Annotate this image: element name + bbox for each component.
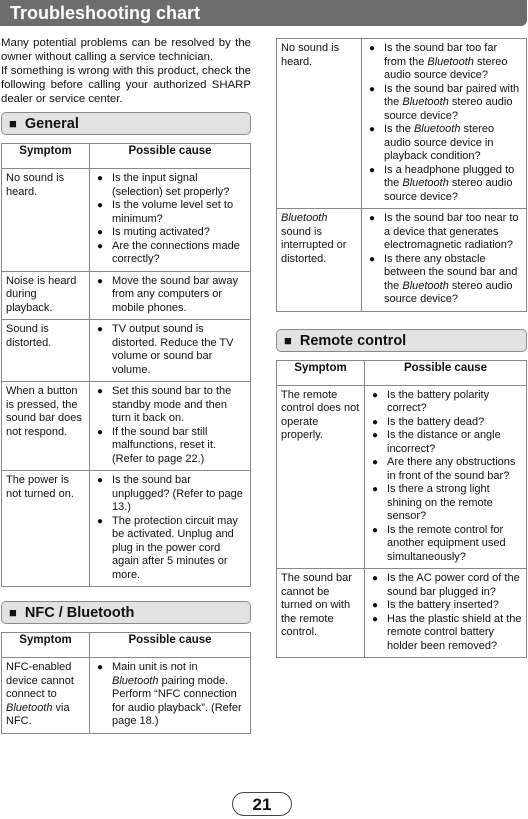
cause-item: ● Is the sound bar too near to a device that generates electromagnetic radiation?: [366, 212, 522, 253]
symptom-cell: Bluetooth sound is interrupted or distorted.: [277, 209, 362, 312]
cause-item: ● Is the distance or angle incorrect?: [369, 429, 522, 456]
cause-item: ● Move the sound bar away from any computers or mobile phones.: [94, 275, 246, 316]
section-title: General: [24, 116, 79, 132]
cause-item: ● Is there any obstacle between the sound bar and the Bluetooth stereo audio source device?: [366, 253, 522, 307]
section-title: NFC / Bluetooth: [24, 605, 135, 621]
cause-header: Possible cause: [365, 360, 527, 385]
cause-item: ● TV output sound is distorted. Reduce the TV volume or sound bar volume.: [94, 323, 246, 377]
cause-item: ● Is the sound bar paired with the Bluetooth stereo audio source device?: [366, 83, 522, 124]
page-title: Troubleshooting chart: [0, 0, 527, 26]
symptom-cell: When a button is pressed, the sound bar does not respond.: [2, 382, 90, 471]
table-row: [2, 320, 251, 382]
symptom-cell: Sound is distorted.: [2, 320, 90, 382]
general-table: [1, 143, 251, 587]
cause-item: ● Are the connections made correctly?: [94, 240, 246, 267]
left-column: [1, 36, 251, 734]
cause-list: [366, 42, 522, 204]
cause-list: [366, 212, 522, 307]
symptom-cell: The power is not turned on.: [2, 471, 90, 587]
cause-cell: [365, 385, 527, 569]
cause-item: ● Is muting activated?: [94, 226, 246, 240]
symptom-cell: The remote control does not operate properly.: [277, 385, 365, 569]
table-row: [2, 471, 251, 587]
symptom-cell: No sound is heard.: [277, 39, 362, 209]
section-title: Remote control: [299, 332, 407, 349]
cause-item: ● Is the sound bar too far from the Bluetooth stereo audio source device?: [366, 42, 522, 83]
bluetooth-table-body: [277, 39, 527, 312]
symptom-cell: The sound bar cannot be turned on with the remote control.: [277, 569, 365, 658]
section-heading-remote-control: [276, 329, 527, 352]
intro-paragraph-2: If something is wrong with this product, check the following before calling your authorized SHARP dealer or service center.: [1, 65, 251, 105]
table-header-row: [2, 144, 251, 169]
cause-item: ● Is the input signal (selection) set properly?: [94, 172, 246, 199]
table-row: [2, 169, 251, 272]
section-heading-nfc-bluetooth: [1, 601, 251, 624]
cause-cell: [362, 39, 527, 209]
table-header-row: [277, 360, 527, 385]
cause-header: Possible cause: [90, 633, 251, 658]
table-header-row: [2, 633, 251, 658]
cause-list: [94, 323, 246, 377]
right-column: [276, 38, 527, 658]
intro-paragraph-1: Many potential problems can be resolved by the owner without calling a service technician.: [1, 37, 251, 63]
cause-item: ● Is the Bluetooth stereo audio source device in playback condition?: [366, 123, 522, 164]
table-row: [2, 382, 251, 471]
square-bullet-icon: ■: [9, 605, 17, 620]
cause-item: ● Has the plastic shield at the remote control battery holder been removed?: [369, 613, 522, 654]
cause-cell: [90, 471, 251, 587]
table-row: [277, 569, 527, 658]
cause-item: ● Are there any obstructions in front of the sound bar?: [369, 456, 522, 483]
cause-list: [94, 474, 246, 582]
cause-header: Possible cause: [90, 144, 251, 169]
cause-item: ● Is the volume level set to minimum?: [94, 199, 246, 226]
square-bullet-icon: ■: [284, 332, 292, 348]
symptom-header: Symptom: [2, 144, 90, 169]
cause-item: ● Is the remote control for another equipment used simultaneously?: [369, 524, 522, 565]
symptom-header: Symptom: [277, 360, 365, 385]
intro-text: [1, 36, 251, 106]
cause-item: ● Is the sound bar unplugged? (Refer to page 13.): [94, 474, 246, 515]
cause-item: ● Is the AC power cord of the sound bar plugged in?: [369, 572, 522, 599]
cause-cell: [90, 320, 251, 382]
table-row: [277, 385, 527, 569]
cause-list: [94, 275, 246, 316]
nfc-table: [1, 632, 251, 734]
symptom-cell: NFC-enabled device cannot connect to Bluetooth via NFC.: [2, 658, 90, 734]
cause-cell: [90, 271, 251, 320]
cause-item: ● The protection circuit may be activated. Unplug and plug in the power cord again after 5 minutes or more.: [94, 515, 246, 583]
cause-item: ● Set this sound bar to the standby mode and then turn it back on.: [94, 385, 246, 426]
cause-item: ● Is the battery polarity correct?: [369, 389, 522, 416]
remote-table-body: [277, 385, 527, 658]
cause-item: ● Is a headphone plugged to the Bluetooth stereo audio source device?: [366, 164, 522, 205]
page-number: 21: [232, 792, 292, 816]
cause-item: ● Is the battery dead?: [369, 416, 522, 430]
cause-cell: [365, 569, 527, 658]
symptom-cell: No sound is heard.: [2, 169, 90, 272]
section-heading-general: [1, 112, 251, 135]
cause-item: ● If the sound bar still malfunctions, reset it. (Refer to page 22.): [94, 426, 246, 467]
cause-list: [94, 172, 246, 267]
cause-item: ● Is the battery inserted?: [369, 599, 522, 613]
cause-item: ● Main unit is not in Bluetooth pairing mode. Perform “NFC connection for audio playback”. (Refer page 18.): [94, 661, 246, 729]
cause-list: [94, 385, 246, 466]
square-bullet-icon: ■: [9, 116, 17, 131]
cause-cell: [90, 169, 251, 272]
symptom-cell: Noise is heard during playback.: [2, 271, 90, 320]
bluetooth-table-continued: [276, 38, 527, 312]
cause-list: [369, 389, 522, 565]
table-row: [2, 658, 251, 734]
remote-table: [276, 360, 527, 659]
cause-item: ● Is there a strong light shining on the remote sensor?: [369, 483, 522, 524]
table-row: [277, 39, 527, 209]
cause-list: [94, 661, 246, 729]
cause-cell: [90, 382, 251, 471]
table-row: [277, 209, 527, 312]
cause-cell: [362, 209, 527, 312]
symptom-header: Symptom: [2, 633, 90, 658]
cause-list: [369, 572, 522, 653]
general-table-body: [2, 169, 251, 587]
nfc-table-body: [2, 658, 251, 734]
cause-cell: [90, 658, 251, 734]
table-row: [2, 271, 251, 320]
